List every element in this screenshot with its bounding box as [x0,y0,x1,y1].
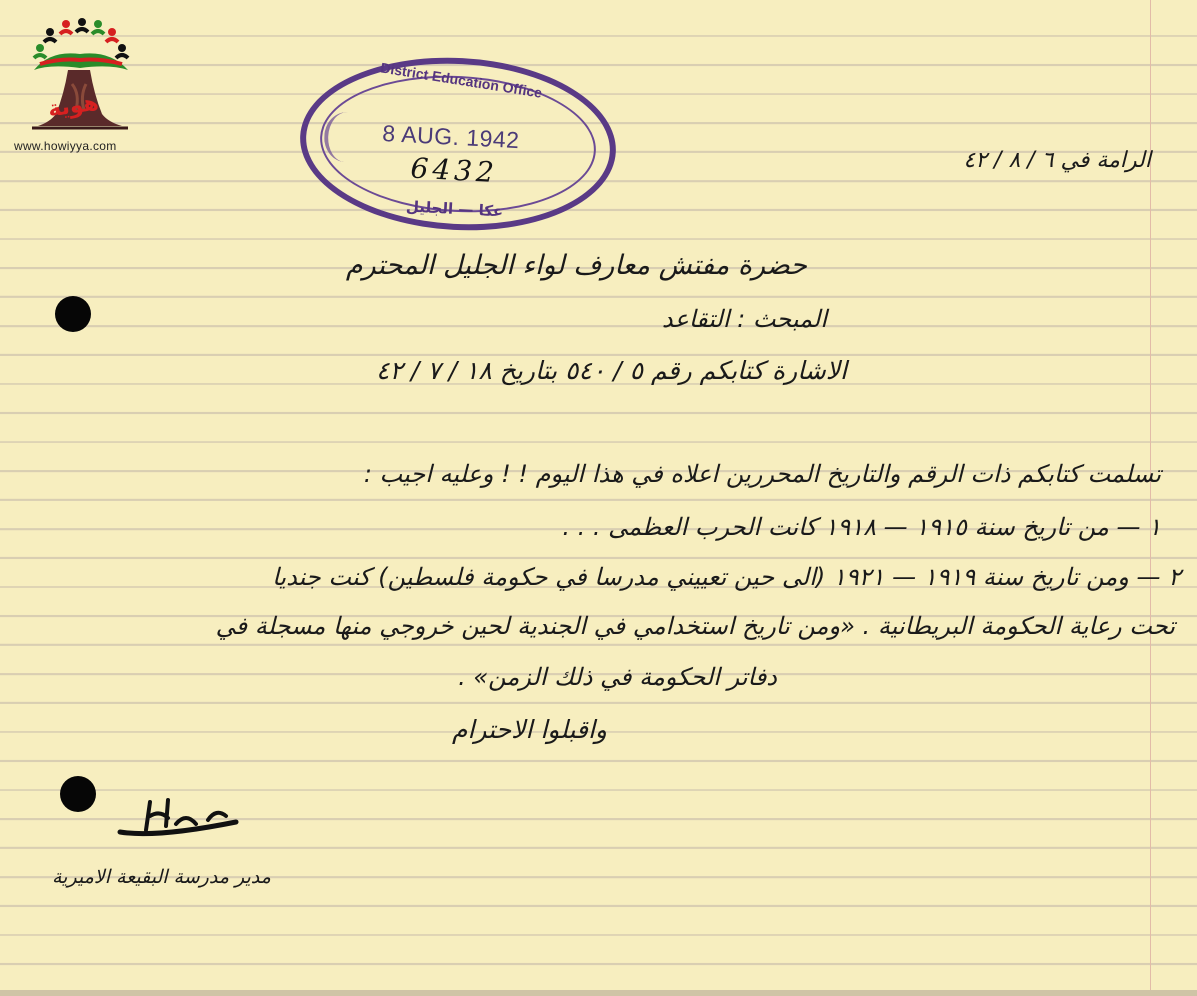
signatory-title: مدير مدرسة البقيعة الاميرية [52,866,271,888]
stamp-office-text: District Education Office [379,59,544,101]
letter-body-line: ٢ — ومن تاريخ سنة ١٩١٩ — ١٩٢١ (الى حين تعييني مدرسا في حكومة فلسطين) كنت جنديا [272,563,1181,591]
letter-body-line: ١ — من تاريخ سنة ١٩١٥ — ١٩١٨ كانت الحرب العظمى . . . [562,513,1161,541]
letter-body-line: دفاتر الحكومة في ذلك الزمن» . [458,663,777,691]
letter-subject: المبحث : التقاعد [661,305,827,333]
stamp-number: 6432 [409,151,499,190]
letter-body-line: تسلمت كتابكم ذات الرقم والتاريخ المحررين اعلاه في هذا اليوم ! ! وعليه اجيب : [363,460,1161,488]
signature-scribble-icon [116,792,246,842]
logo-wordmark: هوية [46,90,101,123]
logo-url[interactable]: www.howiyya.com [14,139,117,153]
letter-closing: واقبلوا الاحترام [451,715,607,744]
office-stamp [296,50,621,238]
letter-addressee: حضرة مفتش معارف لواء الجليل المحترم [345,250,807,281]
tree-logo-icon [10,14,144,144]
letter-body-line: تحت رعاية الحكومة البريطانية . «ومن تاريخ استخدامي في الجندية لحين خروجي منها مسجلة في [215,612,1175,640]
stamp-date: 8 AUG. 1942 [381,120,521,154]
stamp-arabic-text: عكا — الجليل [405,197,504,221]
page-bottom-edge [0,990,1197,996]
letter-place-date: الرامة في ٦ / ٨ / ٤٢ [963,148,1151,173]
punch-hole-top [55,296,91,332]
handwritten-signature [116,792,246,846]
punch-hole-bottom [60,776,96,812]
letter-reference: الاشارة كتابكم رقم ٥ / ٥٤٠ بتاريخ ١٨ / ٧ / ٤٢ [376,356,847,385]
howiyya-logo [10,14,144,158]
